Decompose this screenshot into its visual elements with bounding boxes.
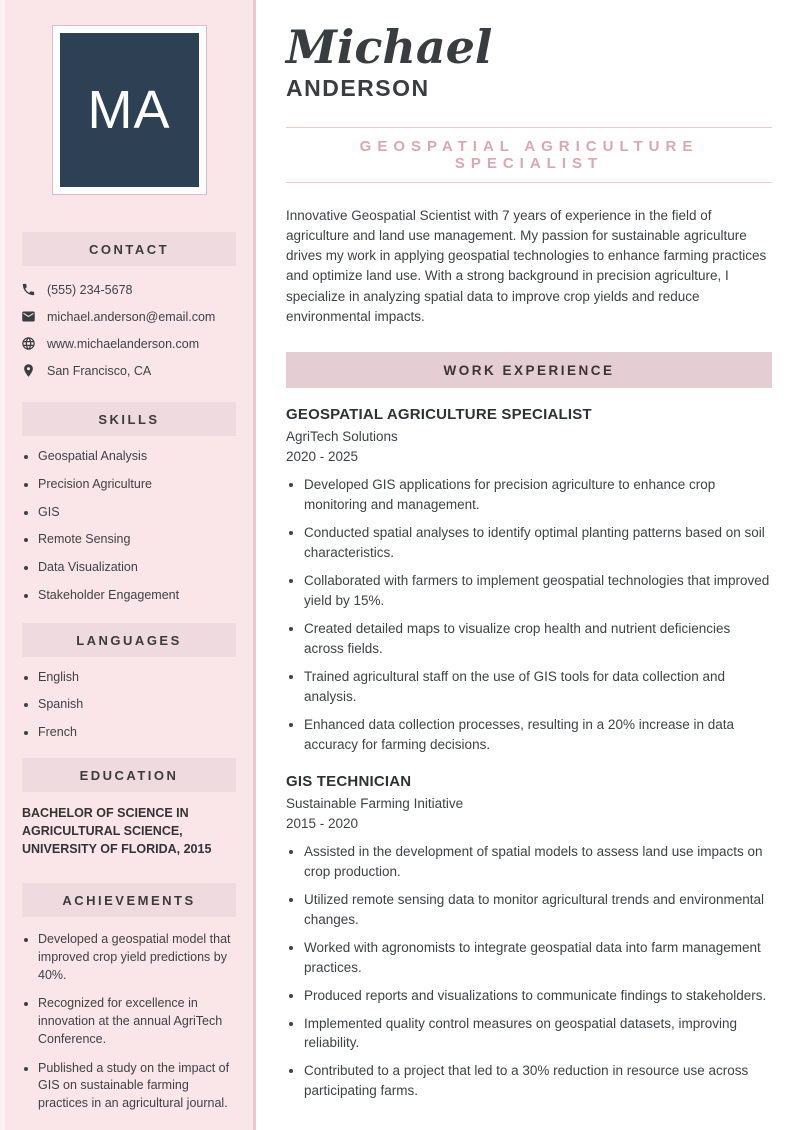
skill-item: • Data Visualization: [38, 559, 237, 577]
job-bullet: • Worked with agronomists to integrate geospatial data into farm management practices.: [304, 938, 772, 978]
contact-location: [21, 357, 237, 384]
achievement-item: • Recognized for excellence in innovation at the annual AgriTech Conference.: [38, 995, 237, 1048]
language-item: • French: [38, 724, 237, 742]
achievements-list: [5, 917, 253, 1113]
last-name: ANDERSON: [286, 74, 430, 101]
avatar-initials: MA: [87, 80, 171, 140]
sidebar: [0, 0, 256, 1130]
languages-section-header: LANGUAGES: [22, 623, 236, 657]
first-name: Michael: [286, 20, 493, 74]
contact-website-text: www.michaelanderson.com: [47, 336, 200, 351]
contact-website[interactable]: [21, 330, 237, 357]
education-degree: BACHELOR OF SCIENCE IN AGRICULTURAL SCIENCE, UNIVERSITY OF FLORIDA, 2015: [22, 805, 212, 856]
contact-phone-text: (555) 234-5678: [47, 282, 133, 297]
skill-item: • Stakeholder Engagement: [38, 587, 237, 605]
achievements-section-header: ACHIEVEMENTS: [22, 883, 236, 917]
contact-list: [5, 266, 253, 384]
contact-location-text: San Francisco, CA: [47, 363, 152, 378]
job-bullet: • Developed GIS applications for precision agriculture to enhance crop monitoring and management.: [304, 475, 772, 515]
job-company: Sustainable Farming Initiative: [286, 795, 464, 811]
job-bullet: • Produced reports and visualizations to communicate findings to stakeholders.: [304, 986, 772, 1006]
job-bullet: • Created detailed maps to visualize crop health and nutrient deficiencies across fields.: [304, 619, 772, 659]
job-bullet: • Enhanced data collection processes, resulting in a 20% increase in data accuracy for farming decisions.: [304, 715, 772, 755]
job-bullet-list: [286, 475, 772, 755]
achievement-item: • Developed a geospatial model that improved crop yield predictions by 40%.: [38, 931, 237, 984]
professional-summary: Innovative Geospatial Scientist with 7 years of experience in the field of agriculture and land use management. My passion for sustainable agriculture drives my work in applying geospatial technologies to enhance farming practices and optimize land use. With a strong background in precision agriculture, I specialize in analyzing spatial data to improve crop yields and reduce environmental impacts.: [286, 207, 767, 324]
skills-list: [5, 436, 253, 605]
location-pin-icon: [21, 363, 36, 378]
job-bullet: • Implemented quality control measures on geospatial datasets, improving reliability.: [304, 1014, 772, 1054]
job-role: GIS TECHNICIAN: [286, 772, 412, 790]
education-section-header: EDUCATION: [22, 758, 236, 792]
job-entry-1: [286, 406, 772, 755]
job-bullet: • Trained agricultural staff on the use of GIS tools for data collection and analysis.: [304, 667, 772, 707]
skill-item: • Remote Sensing: [38, 531, 237, 549]
language-item: • English: [38, 669, 237, 687]
avatar: [52, 25, 207, 195]
job-role: GEOSPATIAL AGRICULTURE SPECIALIST: [286, 406, 592, 424]
contact-email-text: michael.anderson@email.com: [47, 309, 216, 324]
job-title-banner: GEOSPATIAL AGRICULTURE SPECIALIST: [286, 127, 772, 183]
achievement-item: • Published a study on the impact of GIS on sustainable farming practices in an agricultural journal.: [38, 1060, 237, 1113]
job-company: AgriTech Solutions: [286, 429, 398, 445]
language-item: • Spanish: [38, 696, 237, 714]
skills-section-header: SKILLS: [22, 402, 236, 436]
job-entry-2: [286, 773, 772, 1102]
avatar-monogram-box: [60, 33, 199, 187]
job-bullet: • Conducted spatial analyses to identify optimal planting patterns based on soil characteristics.: [304, 523, 772, 563]
contact-section-header: CONTACT: [22, 232, 236, 266]
email-icon: [21, 309, 36, 324]
skill-item: • Geospatial Analysis: [38, 448, 237, 466]
job-bullet: • Assisted in the development of spatial models to assess land use impacts on crop production.: [304, 842, 772, 882]
job-bullet: • Utilized remote sensing data to monitor agricultural trends and environmental changes.: [304, 890, 772, 930]
contact-phone: [21, 276, 237, 303]
job-dates: 2015 - 2020: [286, 815, 359, 831]
job-bullet-list: [286, 842, 772, 1102]
job-bullet: • Contributed to a project that led to a 30% reduction in resource use across participating farms.: [304, 1061, 772, 1101]
main-column: [286, 0, 772, 1130]
contact-email[interactable]: [21, 303, 237, 330]
work-experience-header: WORK EXPERIENCE: [286, 352, 772, 388]
globe-icon: [21, 336, 36, 351]
job-dates: 2020 - 2025: [286, 449, 359, 465]
skill-item: • GIS: [38, 504, 237, 522]
phone-icon: [21, 282, 36, 297]
skill-item: • Precision Agriculture: [38, 476, 237, 494]
job-bullet: • Collaborated with farmers to implement geospatial technologies that improved yield by 15%.: [304, 571, 772, 611]
languages-list: [5, 657, 253, 742]
